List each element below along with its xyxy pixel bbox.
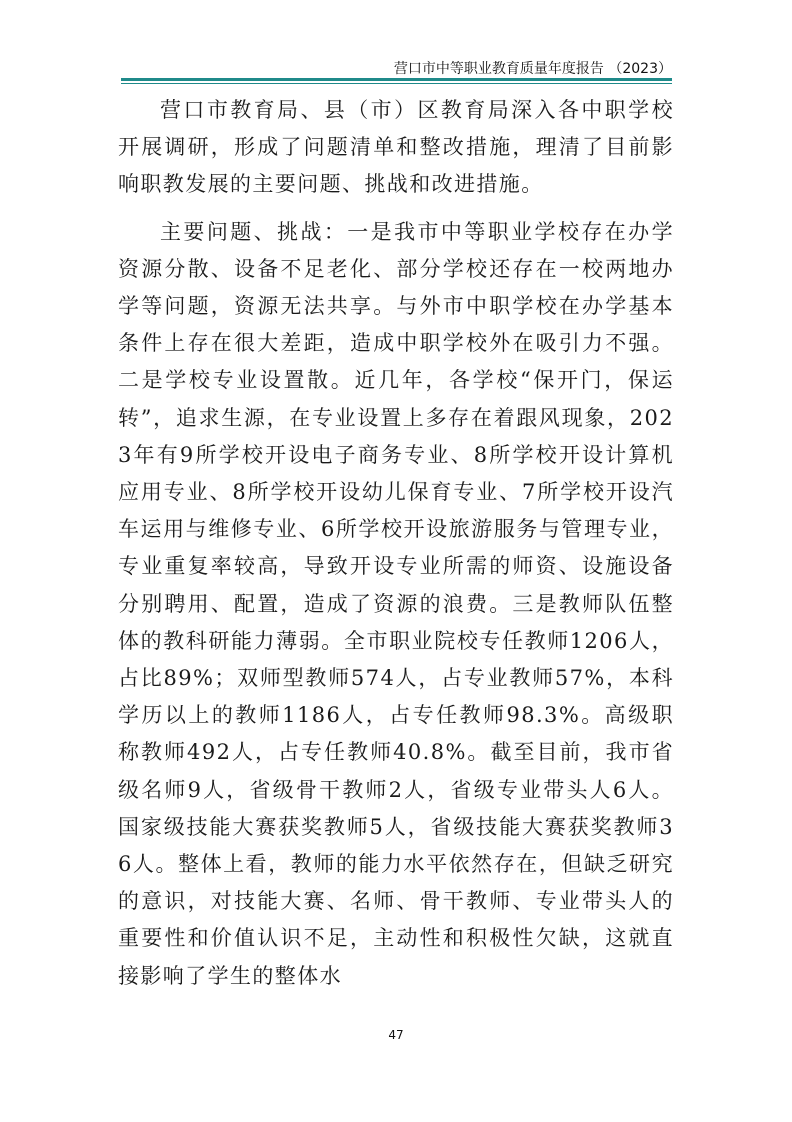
body-text <box>118 92 674 1005</box>
page-header <box>0 0 792 86</box>
page-number: 47 <box>388 1028 404 1042</box>
paragraph-problems: 主要问题、挑战：一是我市中等职业学校存在办学资源分散、设备不足老化、部分学校还存在一校两地办学等问题，资源无法共享。与外市中职学校在办学基本条件上存在很大差距，造成中职学校外在吸引力不强。二是学校专业设置散。近几年，各学校“保开门，保运转”，追求生源，在专业设置上多存在着跟风现象，2023年有9所学校开设电子商务专业、8所学校开设计算机应用专业、8所学校开设幼儿保育专业、7所学校开设汽车运用与维修专业、6所学校开设旅游服务与管理专业，专业重复率较高，导致开设专业所需的师资、设施设备分别聘用、配置，造成了资源的浪费。三是教师队伍整体的教科研能力薄弱。全市职业院校专任教师1206人，占比89%；双师型教师574人，占专业教师57%，本科学历以上的教师1186人，占专任教师98.3%。高级职称教师492人，占专任教师40.8%。截至目前，我市省级名师9人，省级骨干教师2人，省级专业带头人6人。国家级技能大赛获奖教师5人，省级技能大赛获奖教师36人。整体上看，教师的能力水平依然存在，但缺乏研究的意识，对技能大赛、名师、骨干教师、专业带头人的重要性和价值认识不足，主动性和积极性欠缺，这就直接影响了学生的整体水 <box>118 219 674 988</box>
header-title: 营口市中等职业教育质量年度报告 （2023） <box>393 61 672 77</box>
header-rule-thick <box>121 78 672 81</box>
header-rule-thin <box>121 83 672 84</box>
paragraph-intro: 营口市教育局、县（市）区教育局深入各中职学校开展调研，形成了问题清单和整改措施，理清了目前影响职教发展的主要问题、挑战和改进措施。 <box>118 98 674 197</box>
